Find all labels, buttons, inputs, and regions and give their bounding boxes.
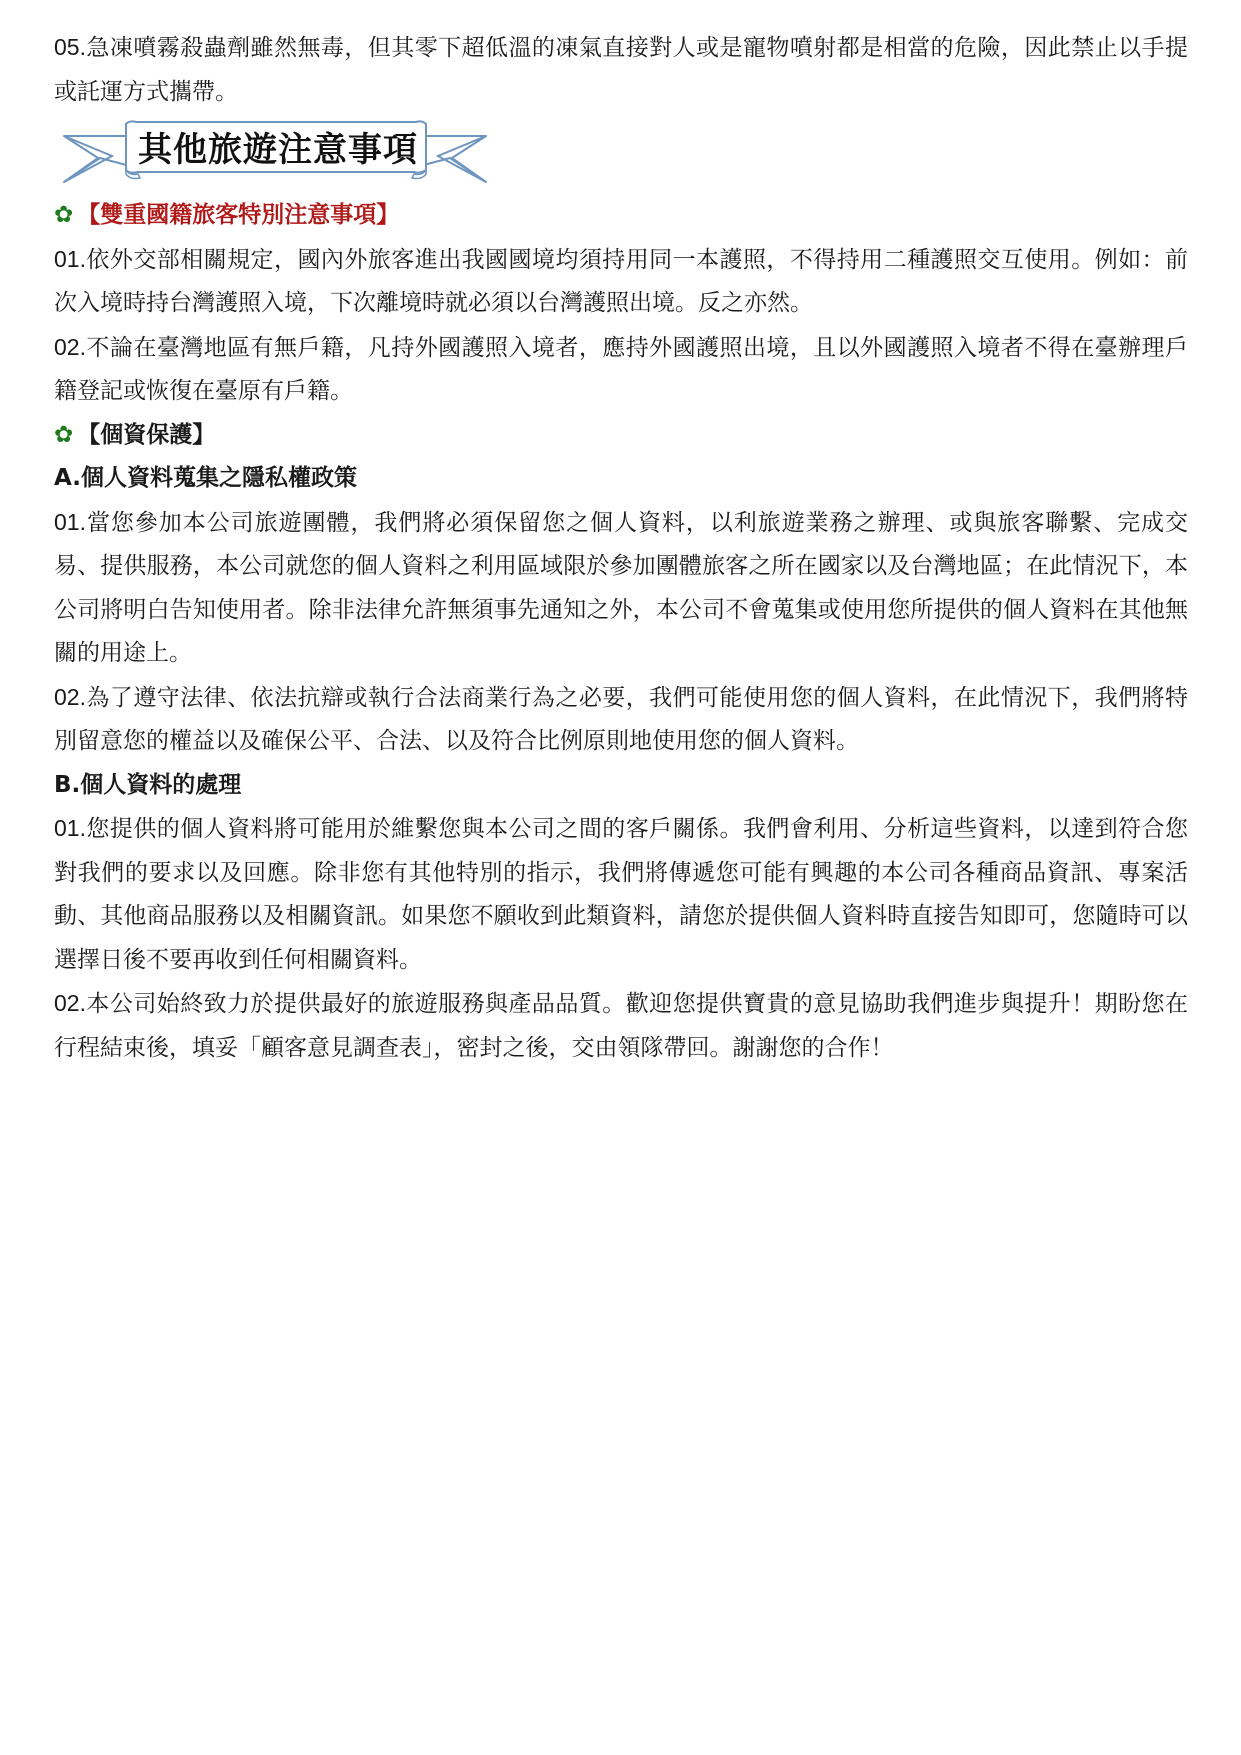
privacy-policy-item-02 (54, 676, 1188, 764)
subheading-privacy-policy: A.個人資料蒐集之隱私權政策 (54, 465, 357, 491)
subheading-data-processing: B.個人資料的處理 (54, 771, 242, 798)
section-heading-privacy (54, 414, 1188, 458)
paragraph-05 (54, 26, 1188, 114)
item-number: 01. (54, 815, 86, 841)
item-text: 不論在臺灣地區有無戶籍，凡持外國護照入境者，應持外國護照出境，且以外國護照入境者不得在臺辦理戶籍登記或恢復在臺原有戶籍。 (54, 334, 1188, 404)
item-number: 01. (54, 245, 86, 272)
item-number: 05. (54, 34, 86, 60)
item-number: 02. (54, 683, 86, 710)
flower-icon: ✿ (54, 202, 74, 228)
document-page (54, 26, 1188, 1070)
section-banner (60, 118, 490, 190)
item-number: 01. (54, 508, 86, 535)
item-text: 為了遵守法律、依法抗辯或執行合法商業行為之必要，我們可能使用您的個人資料，在此情況下，我們將特別留意您的權益以及確保公平、合法、以及符合比例原則地使用您的個人資料。 (54, 684, 1188, 754)
heading-text: 【雙重國籍旅客特別注意事項】 (77, 202, 400, 228)
banner-title: 其他旅遊注意事項 (138, 130, 418, 170)
heading-text: 【個資保護】 (77, 421, 216, 448)
item-number: 02. (54, 333, 86, 360)
privacy-policy-item-01 (54, 501, 1188, 676)
data-processing-item-02 (54, 982, 1188, 1070)
dual-nationality-item-02 (54, 326, 1188, 414)
section-heading-dual-nationality (54, 194, 1188, 238)
item-text: 當您參加本公司旅遊團體，我們將必須保留您之個人資料，以利旅遊業務之辦理、或與旅客聯繫、完成交易、提供服務，本公司就您的個人資料之利用區域限於參加團體旅客之所在國家以及台灣地區；在此情況下，本公司將明白告知使用者。除非法律允許無須事先通知之外，本公司不會蒐集或使用您所提供的個人資料在其他無關的用途上。 (54, 509, 1188, 666)
item-number: 02. (54, 990, 86, 1016)
flower-icon: ✿ (54, 421, 74, 448)
item-text: 依外交部相關規定，國內外旅客進出我國國境均須持用同一本護照，不得持用二種護照交互使用。例如：前次入境時持台灣護照入境，下次離境時就必須以台灣護照出境。反之亦然。 (54, 246, 1188, 316)
dual-nationality-item-01 (54, 238, 1188, 326)
item-text: 您提供的個人資料將可能用於維繫您與本公司之間的客戶關係。我們會利用、分析這些資料，以達到符合您對我們的要求以及回應。除非您有其他特別的指示，我們將傳遞您可能有興趣的本公司各種商品資訊、專案活動、其他商品服務以及相關資訊。如果您不願收到此類資料，請您於提供個人資料時直接告知即可，您隨時可以選擇日後不要再收到任何相關資料。 (54, 816, 1188, 973)
data-processing-item-01 (54, 807, 1188, 982)
item-text: 本公司始終致力於提供最好的旅遊服務與產品品質。歡迎您提供寶貴的意見協助我們進步與提升！期盼您在行程結束後，填妥「顧客意見調查表」，密封之後，交由領隊帶回。謝謝您的合作！ (54, 991, 1188, 1061)
item-text: 急凍噴霧殺蟲劑雖然無毒，但其零下超低溫的凍氣直接對人或是寵物噴射都是相當的危險，因此禁止以手提或託運方式攜帶。 (54, 35, 1188, 105)
